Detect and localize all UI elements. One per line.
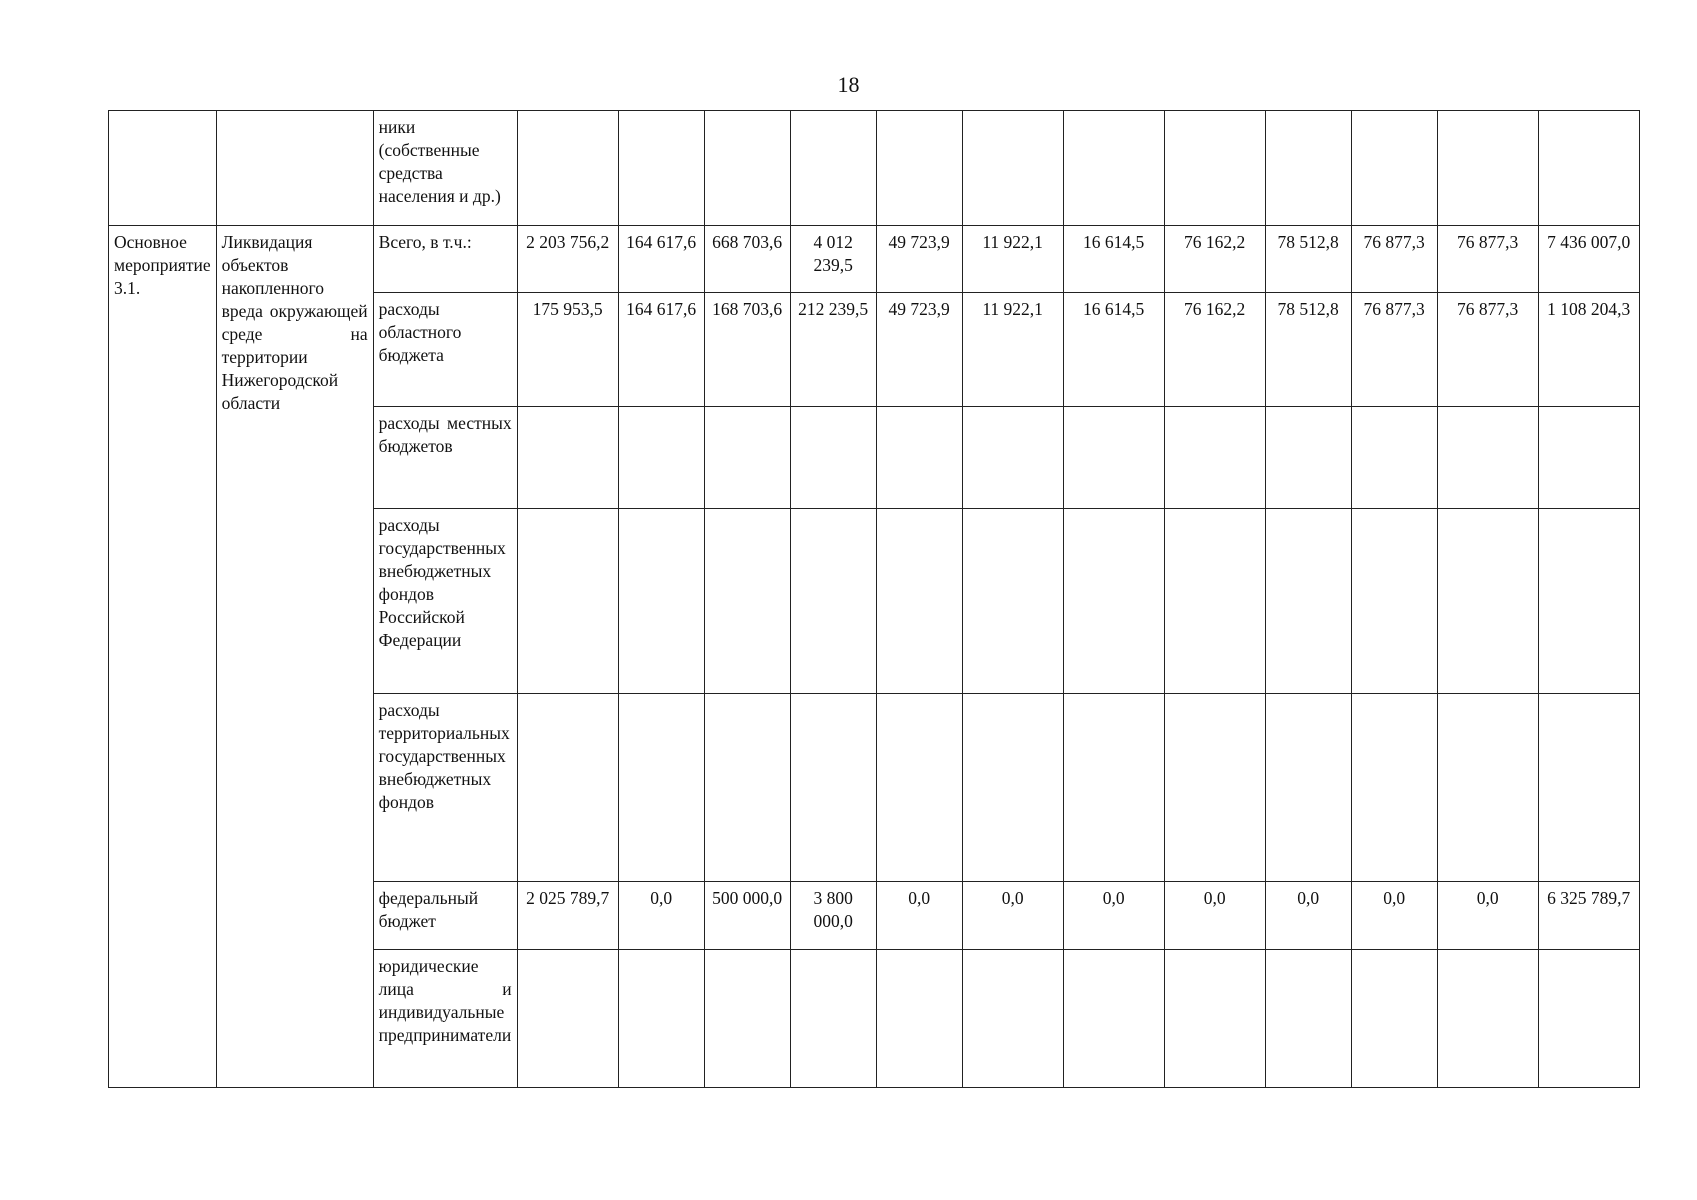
value-cell: 4 012 239,5 xyxy=(790,226,876,293)
value-cell: 500 000,0 xyxy=(704,882,790,950)
value-cell xyxy=(1351,407,1437,509)
value-cell xyxy=(962,950,1063,1088)
value-cell: 0,0 xyxy=(962,882,1063,950)
value-cell xyxy=(876,407,962,509)
value-cell: 76 877,3 xyxy=(1437,293,1538,407)
value-cell xyxy=(876,694,962,882)
value-cell xyxy=(618,694,704,882)
funding-source-label: расходы государственных внебюджетных фондов Российской Федерации xyxy=(373,509,517,694)
value-cell xyxy=(1538,509,1639,694)
value-cell xyxy=(876,509,962,694)
value-cell: 78 512,8 xyxy=(1265,226,1351,293)
value-cell: 0,0 xyxy=(1164,882,1265,950)
value-cell xyxy=(517,111,618,226)
value-cell: 668 703,6 xyxy=(704,226,790,293)
value-cell: 0,0 xyxy=(1063,882,1164,950)
value-cell: 76 162,2 xyxy=(1164,226,1265,293)
value-cell xyxy=(1164,694,1265,882)
value-cell xyxy=(1437,111,1538,226)
value-cell xyxy=(704,509,790,694)
value-cell: 0,0 xyxy=(876,882,962,950)
funding-source-label: юридические лица и индивидуальные предприниматели xyxy=(373,950,517,1088)
funding-source-label: расходы областного бюджета xyxy=(373,293,517,407)
funding-source-label: Всего, в т.ч.: xyxy=(373,226,517,293)
value-cell xyxy=(517,694,618,882)
value-cell: 7 436 007,0 xyxy=(1538,226,1639,293)
value-cell xyxy=(962,407,1063,509)
budget-table xyxy=(108,110,1640,1088)
value-cell xyxy=(1437,694,1538,882)
value-cell xyxy=(876,111,962,226)
activity-name-cell xyxy=(216,111,373,226)
value-cell xyxy=(1538,950,1639,1088)
activity-code-cell xyxy=(109,111,217,226)
value-cell: 76 162,2 xyxy=(1164,293,1265,407)
value-cell xyxy=(618,111,704,226)
funding-source-label: ники (собственные средства населения и др.) xyxy=(373,111,517,226)
value-cell: 16 614,5 xyxy=(1063,293,1164,407)
table-row xyxy=(109,226,1640,293)
value-cell xyxy=(1265,407,1351,509)
value-cell xyxy=(704,694,790,882)
value-cell xyxy=(1164,111,1265,226)
value-cell: 164 617,6 xyxy=(618,293,704,407)
funding-source-label: расходы местных бюджетов xyxy=(373,407,517,509)
value-cell xyxy=(790,950,876,1088)
value-cell: 76 877,3 xyxy=(1437,226,1538,293)
value-cell xyxy=(790,509,876,694)
value-cell xyxy=(704,950,790,1088)
value-cell xyxy=(1063,509,1164,694)
table-row xyxy=(109,111,1640,226)
funding-source-label: федеральный бюджет xyxy=(373,882,517,950)
activity-code: Основное мероприятие 3.1. xyxy=(109,226,217,1088)
value-cell xyxy=(618,950,704,1088)
value-cell xyxy=(1164,509,1265,694)
value-cell: 212 239,5 xyxy=(790,293,876,407)
value-cell xyxy=(618,509,704,694)
value-cell xyxy=(1265,694,1351,882)
value-cell xyxy=(1538,111,1639,226)
value-cell xyxy=(790,111,876,226)
value-cell xyxy=(1351,509,1437,694)
value-cell: 0,0 xyxy=(618,882,704,950)
value-cell xyxy=(517,509,618,694)
value-cell xyxy=(1063,950,1164,1088)
value-cell: 76 877,3 xyxy=(1351,226,1437,293)
value-cell xyxy=(1164,407,1265,509)
value-cell: 168 703,6 xyxy=(704,293,790,407)
value-cell: 0,0 xyxy=(1351,882,1437,950)
value-cell xyxy=(1063,694,1164,882)
value-cell: 78 512,8 xyxy=(1265,293,1351,407)
value-cell xyxy=(962,694,1063,882)
value-cell xyxy=(517,950,618,1088)
value-cell: 2 203 756,2 xyxy=(517,226,618,293)
value-cell: 2 025 789,7 xyxy=(517,882,618,950)
value-cell xyxy=(790,407,876,509)
value-cell: 164 617,6 xyxy=(618,226,704,293)
value-cell xyxy=(1265,111,1351,226)
value-cell xyxy=(1265,950,1351,1088)
value-cell xyxy=(517,407,618,509)
value-cell: 175 953,5 xyxy=(517,293,618,407)
value-cell xyxy=(704,407,790,509)
value-cell: 11 922,1 xyxy=(962,293,1063,407)
value-cell: 0,0 xyxy=(1265,882,1351,950)
value-cell: 11 922,1 xyxy=(962,226,1063,293)
value-cell: 49 723,9 xyxy=(876,293,962,407)
value-cell xyxy=(1351,694,1437,882)
value-cell: 76 877,3 xyxy=(1351,293,1437,407)
page-number: 18 xyxy=(837,72,860,97)
value-cell xyxy=(1538,407,1639,509)
value-cell xyxy=(1265,509,1351,694)
value-cell: 1 108 204,3 xyxy=(1538,293,1639,407)
value-cell xyxy=(1351,950,1437,1088)
value-cell xyxy=(790,694,876,882)
value-cell: 0,0 xyxy=(1437,882,1538,950)
value-cell xyxy=(1063,111,1164,226)
value-cell xyxy=(876,950,962,1088)
value-cell: 6 325 789,7 xyxy=(1538,882,1639,950)
value-cell: 16 614,5 xyxy=(1063,226,1164,293)
value-cell xyxy=(1351,111,1437,226)
value-cell xyxy=(1164,950,1265,1088)
value-cell xyxy=(1063,407,1164,509)
value-cell xyxy=(962,509,1063,694)
value-cell xyxy=(704,111,790,226)
value-cell xyxy=(1538,694,1639,882)
value-cell xyxy=(1437,509,1538,694)
value-cell xyxy=(618,407,704,509)
value-cell xyxy=(962,111,1063,226)
activity-name: Ликвидация объектов накопленного вреда окружающей среде на территории Нижегородской области xyxy=(216,226,373,1088)
value-cell: 49 723,9 xyxy=(876,226,962,293)
value-cell: 3 800 000,0 xyxy=(790,882,876,950)
value-cell xyxy=(1437,950,1538,1088)
funding-source-label: расходы территориальных государственных внебюджетных фондов xyxy=(373,694,517,882)
value-cell xyxy=(1437,407,1538,509)
